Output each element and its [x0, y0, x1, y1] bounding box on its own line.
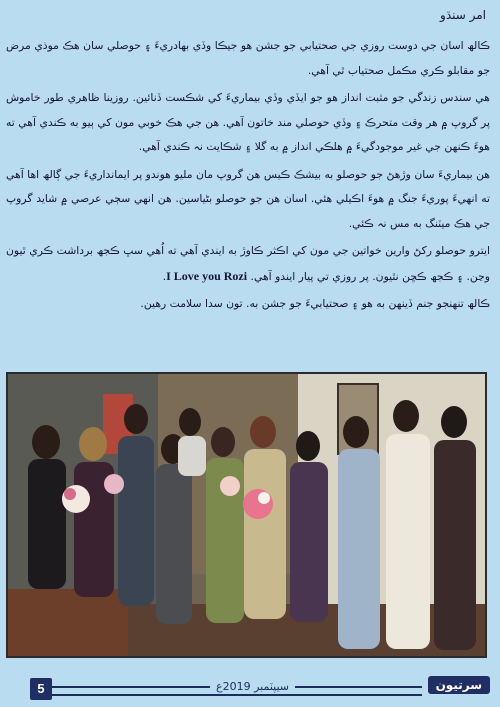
- paragraph-3: هن بيماريءَ سان وڙهڻ جو حوصلو به بيشڪ ڪيس هن گروپ مان مليو هوندو پر ايمانداريءَ جي ڳالھ اها آهي ته انهيءَ پوريءَ جنگ ۾ هوءَ اڪيلي هئي. اسان هن جو حوصلو بڻياسين. هن انهي سڄي عرصي ۾ شايد گروپ جي هڪ ميٽنگ به مس نہ ڪئي.: [6, 167, 490, 230]
- english-line: I Love you Rozi: [166, 268, 248, 283]
- article-body: [6, 34, 490, 320]
- author-signature: امر سنڌو: [440, 8, 486, 22]
- page-footer: [0, 670, 500, 707]
- group-photo-illustration: [8, 374, 485, 656]
- issue-date: سيپٽمبر 2019ع: [210, 680, 295, 693]
- group-photo: [6, 372, 487, 658]
- paragraph-2: هي سندس زندگي جو مثبت انداز هو جو ايڏي وڏي بيماريءَ کي شڪست ڏنائين. روزينا ظاهري طور خاموش پر گروپ ۾ هر وقت متحرڪ ۽ وڏي حوصلي مند خاتون آهي. هن جي هڪ خوبي مون کي ٻيو به ڪندي آهي ته هوءَ ڪنهن جي غير موجودگيءَ ۾ هلڪي انداز ۾ به گلا ۽ شڪايت نہ ڪندي آهي.: [6, 91, 490, 153]
- page-number: 5: [30, 678, 52, 700]
- paragraph-5: ڪالھ تنهنجو جنم ڏينهن به هو ۽ صحتيابيءَ جو جشن به. تون سدا سلامت رهين.: [140, 297, 490, 310]
- paragraph-4-text: ايترو حوصلو رکڻ وارين خواتين جي مون کي اڪثر ڪاوڙ به ايندي آهي ته اُهي سڀ ڪجھ برداشت ڪري ٿيون وڃن. ۽ ڪجھ ڪڇن نٿيون. پر روزي تي پيار ايندو آهي.: [6, 244, 490, 283]
- paragraph-4: ايترو حوصلو رکڻ وارين خواتين جي مون کي اڪثر ڪاوڙ به ايندي آهي ته اُهي سڀ ڪجھ برداشت ڪري ٿيون وڃن. ۽ ڪجھ ڪڇن نٿيون. پر روزي تي پيار ايندو آهي. I Love you Rozi.: [6, 244, 490, 283]
- magazine-masthead: سرتيون: [428, 676, 490, 694]
- paragraph-1: ڪالھ اسان جي دوست روزي جي صحتيابي جو جشن هو جيڪا وڏي بهادريءَ ۽ حوصلي سان هڪ موذي مرض جو مقابلو ڪري مڪمل صحتياب ٿي آهي.: [6, 39, 490, 77]
